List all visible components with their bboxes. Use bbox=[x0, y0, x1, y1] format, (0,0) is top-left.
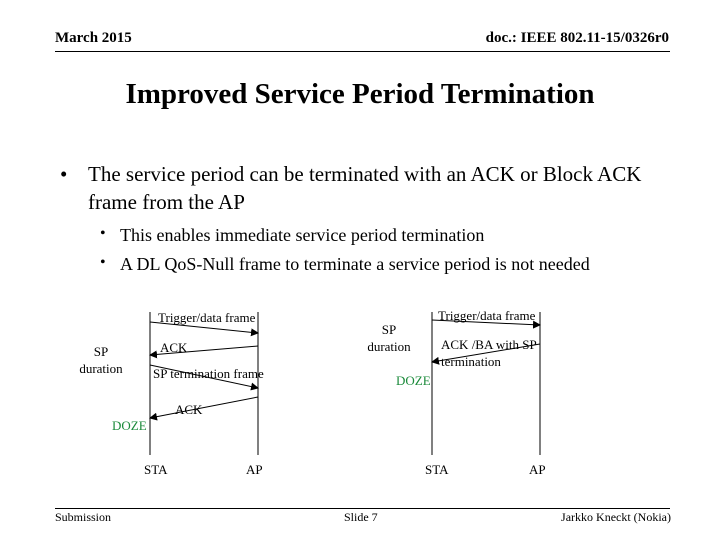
header-doc-id: doc.: IEEE 802.11-15/0326r0 bbox=[485, 30, 669, 46]
footer-author: Jarkko Kneckt (Nokia) bbox=[561, 510, 671, 524]
label-duration-left: duration bbox=[79, 361, 123, 376]
footer-slide-number: Slide 7 bbox=[344, 510, 378, 524]
label-ap-left: AP bbox=[246, 462, 263, 477]
arrow-ack2-left bbox=[150, 397, 258, 418]
bullet-glyph: • bbox=[100, 254, 106, 271]
bullet-sub-1-text: This enables immediate service period termination bbox=[120, 225, 485, 245]
footer-divider bbox=[55, 508, 670, 509]
label-ack-ba-line2: termination bbox=[441, 354, 501, 369]
bullet-sub-2-text: A DL QoS-Null frame to terminate a service period is not needed bbox=[120, 254, 590, 274]
label-sta-left: STA bbox=[144, 462, 168, 477]
label-ack-ba-line1: ACK /BA with SP bbox=[441, 337, 537, 352]
label-trigger-right: Trigger/data frame bbox=[438, 308, 536, 323]
header-date: March 2015 bbox=[55, 30, 132, 46]
label-ack-left: ACK bbox=[160, 340, 188, 355]
bullet-glyph: • bbox=[60, 162, 68, 186]
diagram-left bbox=[79, 310, 264, 477]
label-sp-termination: SP termination frame bbox=[153, 366, 264, 381]
bullet-glyph: • bbox=[100, 225, 106, 242]
label-sp-right: SP bbox=[381, 322, 397, 337]
label-sp-left: SP bbox=[93, 344, 109, 359]
label-duration-right: duration bbox=[367, 339, 411, 354]
label-doze-left: DOZE bbox=[112, 418, 147, 433]
label-ap-right: AP bbox=[529, 462, 546, 477]
label-sta-right: STA bbox=[425, 462, 449, 477]
diagram-right bbox=[367, 308, 545, 477]
label-trigger-left: Trigger/data frame bbox=[158, 310, 256, 325]
label-ack2-left: ACK bbox=[175, 402, 203, 417]
footer-submission: Submission bbox=[55, 510, 112, 524]
slide-title: Improved Service Period Termination bbox=[125, 78, 595, 110]
bullet-main-text: The service period can be terminated with an ACK or Block ACK frame from the AP bbox=[88, 162, 642, 214]
label-doze-right: DOZE bbox=[396, 373, 431, 388]
